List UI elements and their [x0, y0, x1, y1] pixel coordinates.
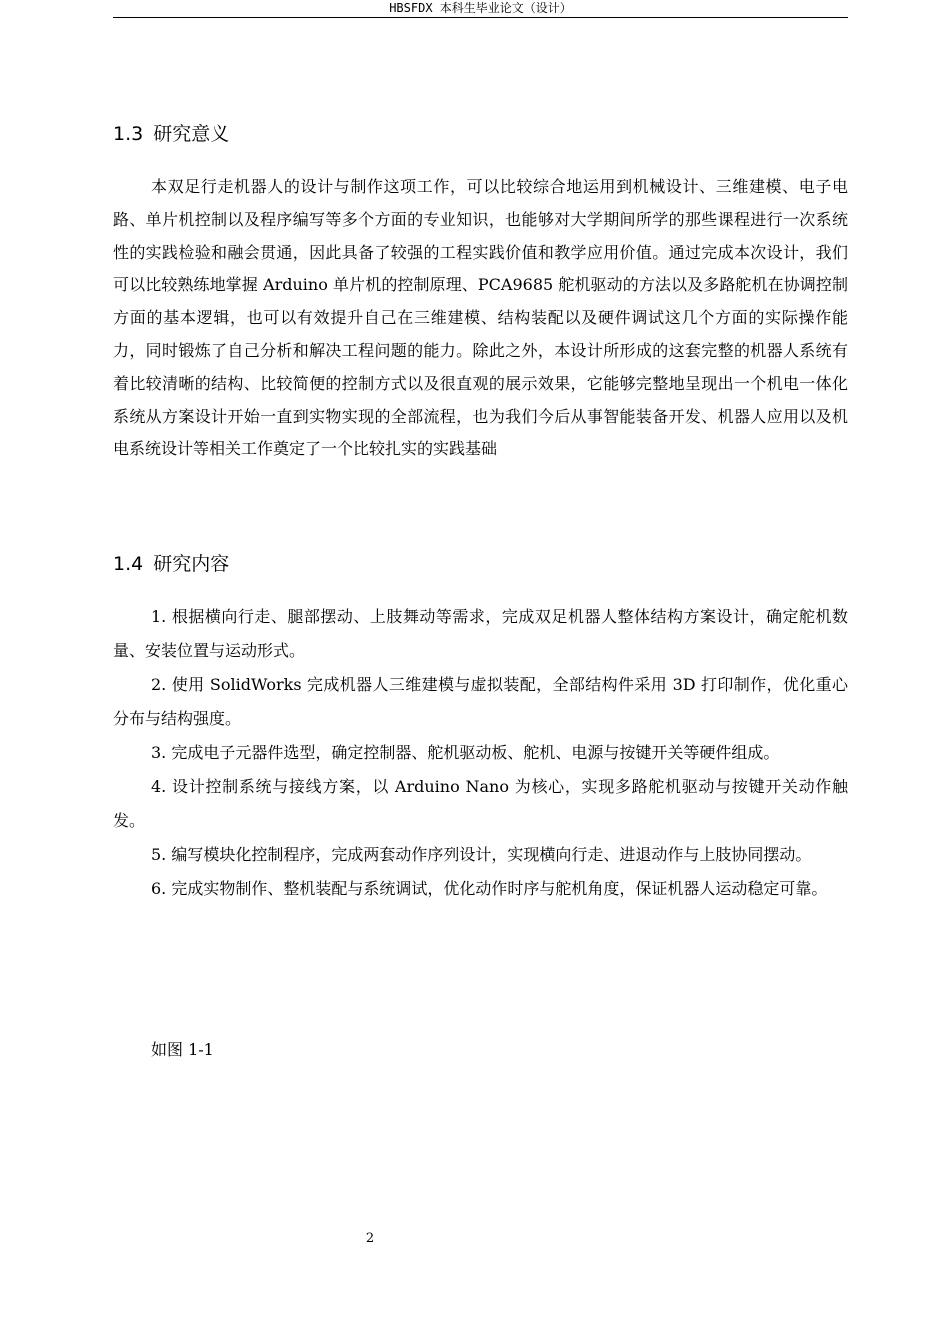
header-rule	[113, 17, 848, 18]
section-number: 1.3	[113, 123, 144, 145]
figure-reference: 如图 1-1	[151, 1040, 214, 1059]
research-content-list	[113, 600, 848, 906]
list-item: 4. 设计控制系统与接线方案，以 Arduino Nano 为核心，实现多路舵机驱动与按键开关动作触发。	[113, 777, 848, 830]
page-number: 2	[365, 1231, 375, 1246]
significance-paragraph: 本双足行走机器人的设计与制作这项工作，可以比较综合地运用到机械设计、三维建模、电子电路、单片机控制以及程序编写等多个方面的专业知识，也能够对大学期间所学的那些课程进行一次系统性的实践检验和融会贯通，因此具备了较强的工程实践价值和教学应用价值。通过完成本次设计，我们可以比较熟练地掌握 Arduino 单片机的控制原理、PCA9685 舵机驱动的方法以及多路舵机在协调控制方面的基本逻辑，也可以有效提升自己在三维建模、结构装配以及硬件调试这几个方面的实际操作能力，同时锻炼了自己分析和解决工程问题的能力。除此之外，本设计所形成的这套完整的机器人系统有着比较清晰的结构、比较简便的控制方式以及很直观的展示效果，它能够完整地呈现出一个机电一体化系统从方案设计开始一直到实物实现的全部流程，也为我们今后从事智能装备开发、机器人应用以及机电系统设计等相关工作奠定了一个比较扎实的实践基础	[113, 177, 848, 459]
list-item: 1. 根据横向行走、腿部摆动、上肢舞动等需求，完成双足机器人整体结构方案设计，确定舵机数量、安装位置与运动形式。	[113, 607, 848, 660]
section-title: 研究意义	[153, 123, 230, 145]
list-item: 2. 使用 SolidWorks 完成机器人三维建模与虚拟装配，全部结构件采用 3D 打印制作，优化重心分布与结构强度。	[113, 675, 848, 728]
list-item: 3. 完成电子元器件选型，确定控制器、舵机驱动板、舵机、电源与按键开关等硬件组成。	[151, 743, 780, 762]
page-header: HBSFDX 本科生毕业论文（设计）	[389, 1, 572, 15]
section-heading-content	[113, 550, 229, 578]
section-number: 1.4	[113, 553, 144, 575]
list-item: 5. 编写模块化控制程序，完成两套动作序列设计，实现横向行走、进退动作与上肢协同摆动。	[151, 845, 812, 864]
section-heading-significance	[113, 120, 229, 148]
list-item: 6. 完成实物制作、整机装配与系统调试，优化动作时序与舵机角度，保证机器人运动稳定可靠。	[151, 879, 828, 898]
section-title: 研究内容	[153, 553, 230, 575]
